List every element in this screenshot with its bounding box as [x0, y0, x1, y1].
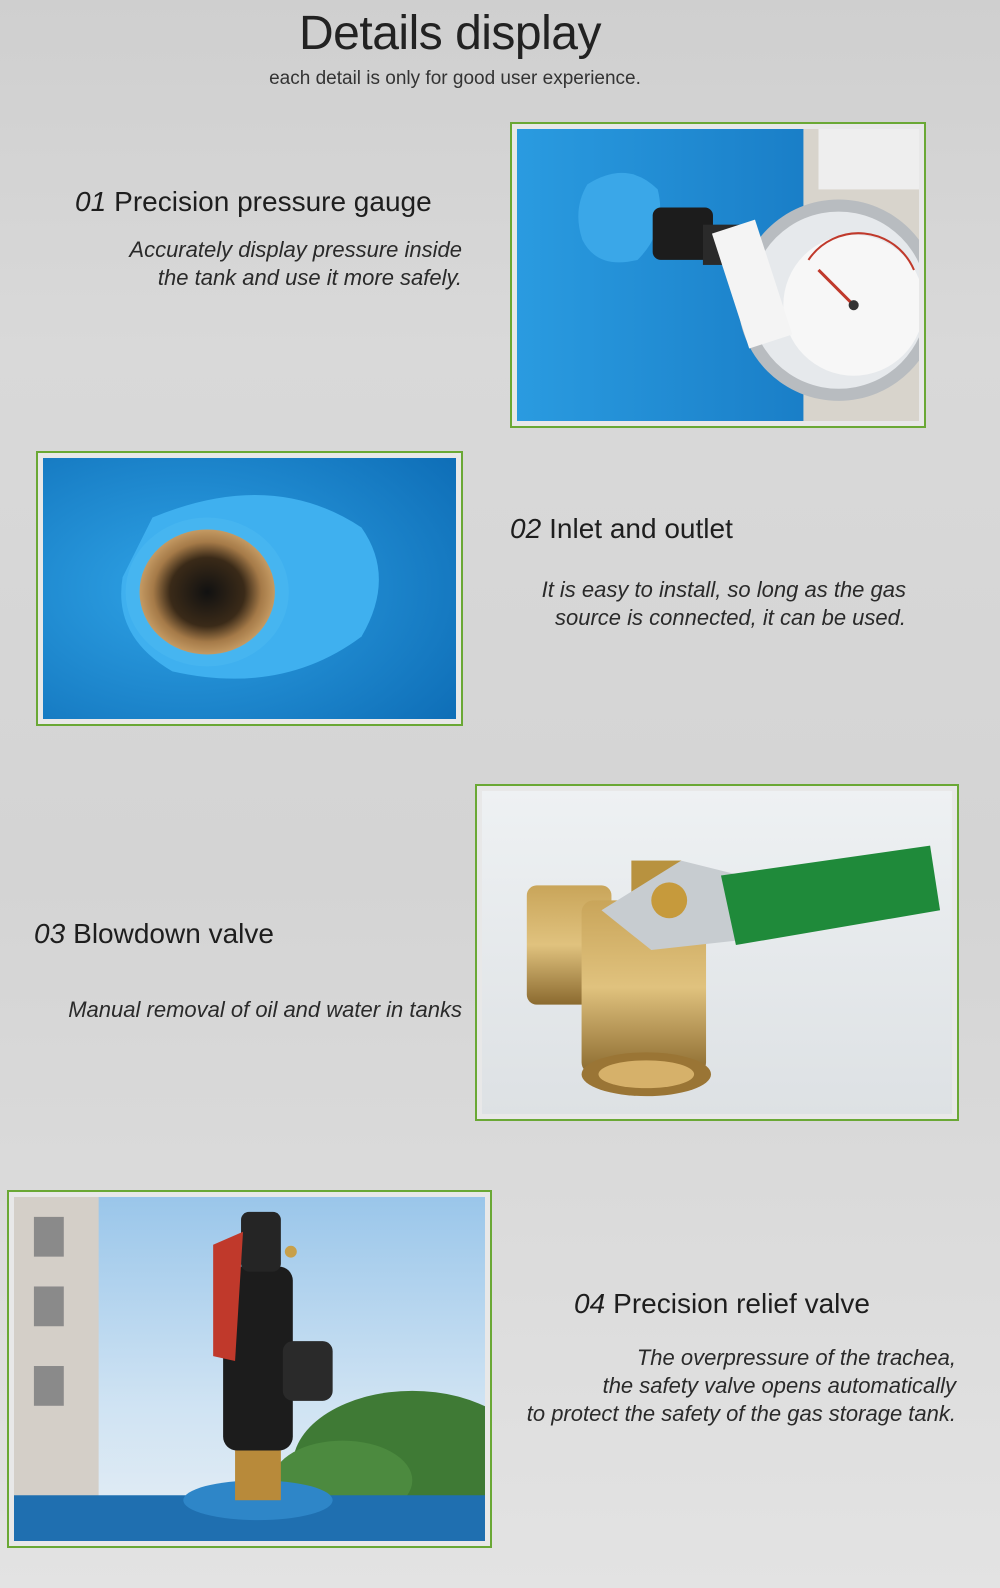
item-04-desc-line: to protect the safety of the gas storage tank. — [526, 1401, 956, 1426]
item-01-description — [40, 236, 462, 292]
item-01-heading — [75, 186, 432, 218]
item-03-title: Blowdown valve — [73, 918, 274, 949]
item-01-number: 01 — [75, 186, 107, 217]
item-03-heading — [34, 918, 274, 950]
item-04-title: Precision relief valve — [613, 1288, 870, 1319]
inlet-outlet-photo — [36, 451, 463, 726]
item-02-desc-line: It is easy to install, so long as the gas — [541, 577, 906, 602]
blowdown-valve-photo — [475, 784, 959, 1121]
item-04-desc-line: The overpressure of the trachea, — [636, 1345, 956, 1370]
item-04-desc-line: the safety valve opens automatically — [602, 1373, 956, 1398]
item-01-desc-line: Accurately display pressure inside — [129, 237, 462, 262]
item-02-title: Inlet and outlet — [549, 513, 733, 544]
item-04-description — [490, 1344, 956, 1428]
item-03-desc-line: Manual removal of oil and water in tanks — [68, 997, 462, 1022]
pressure-gauge-photo — [510, 122, 926, 428]
item-02-description — [490, 576, 906, 632]
relief-valve-photo — [7, 1190, 492, 1548]
item-03-number: 03 — [34, 918, 66, 949]
item-04-heading — [574, 1288, 870, 1320]
item-02-number: 02 — [510, 513, 542, 544]
item-01-desc-line: the tank and use it more safely. — [157, 265, 462, 290]
page-title: Details display — [299, 7, 601, 60]
item-02-desc-line: source is connected, it can be used. — [555, 605, 906, 630]
page-subtitle: each detail is only for good user experience. — [269, 68, 641, 89]
item-01-title: Precision pressure gauge — [114, 186, 432, 217]
item-02-heading — [510, 513, 733, 545]
item-03-description — [20, 996, 462, 1024]
item-04-number: 04 — [574, 1288, 606, 1319]
